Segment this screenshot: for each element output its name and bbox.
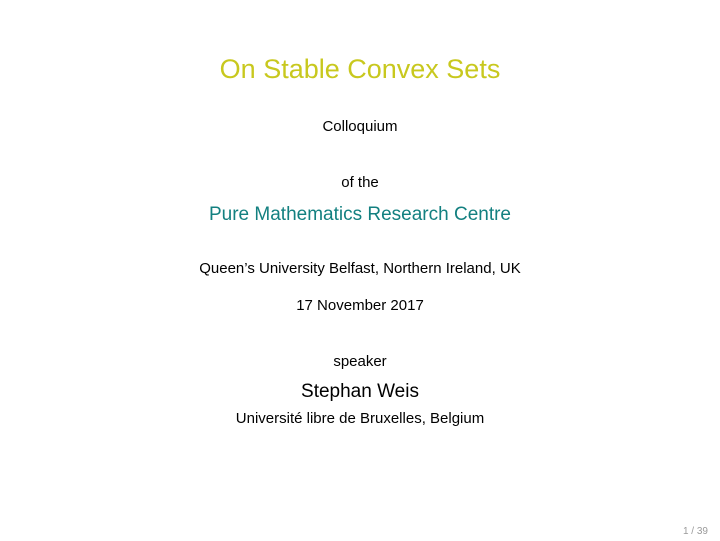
date-text: 17 November 2017: [296, 297, 424, 314]
speaker-label: speaker: [333, 353, 387, 370]
speaker-name: Stephan Weis: [301, 381, 419, 402]
host-institute: Pure Mathematics Research Centre: [208, 204, 511, 225]
location-text: Queen’s University Belfast, Northern Ireland, UK: [199, 260, 521, 277]
event-label: Colloquium: [322, 118, 398, 135]
speaker-affiliation: Université libre de Bruxelles, Belgium: [235, 410, 485, 427]
connector-text: of the: [341, 174, 379, 191]
page-number: 1 / 39: [682, 526, 708, 537]
slide-title: On Stable Convex Sets: [219, 54, 501, 84]
